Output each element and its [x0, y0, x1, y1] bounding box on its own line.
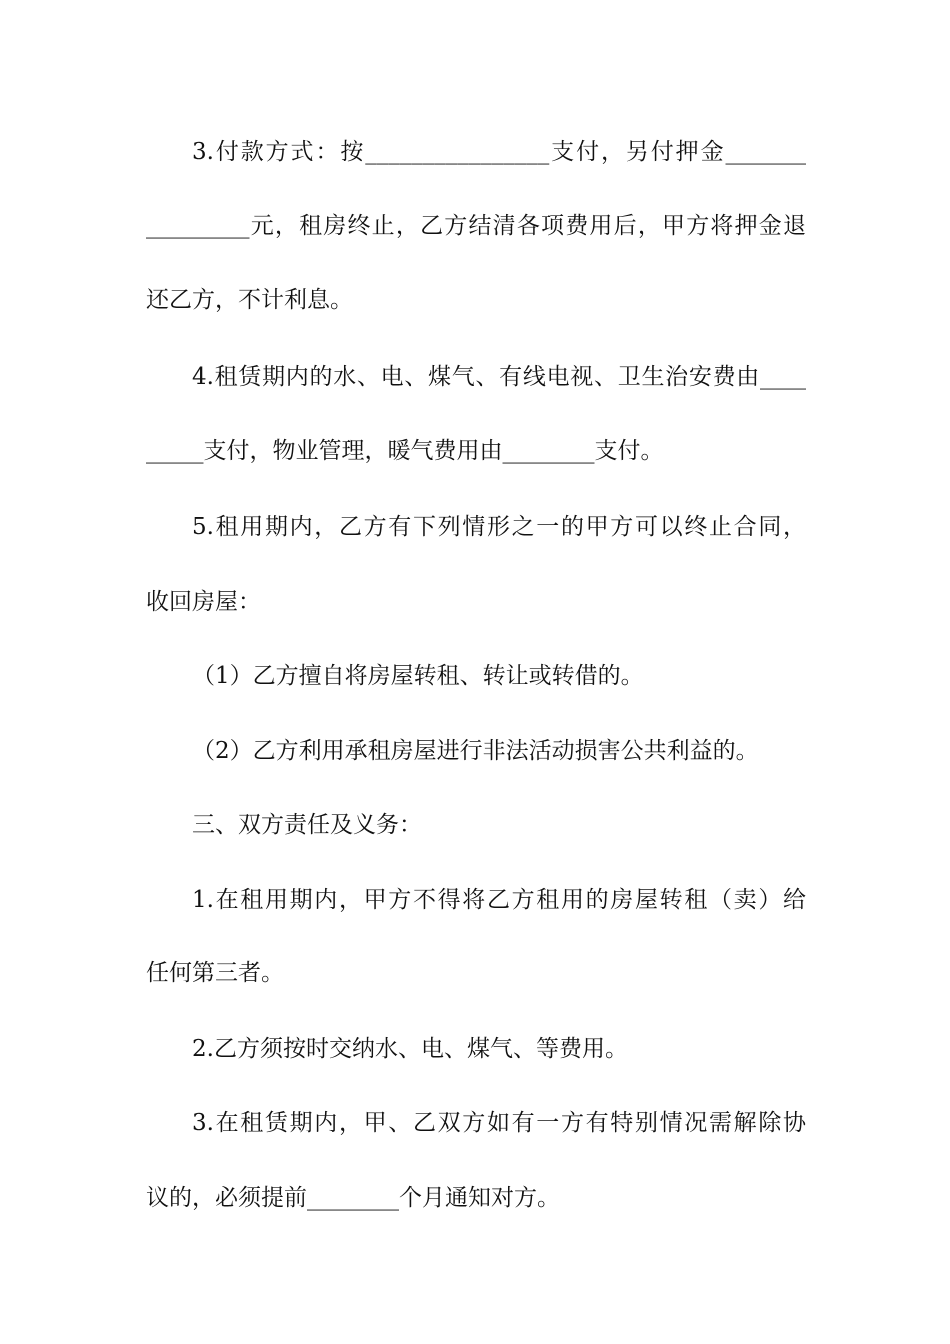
text-line-6: 5.租用期内，乙方有下列情形之一的甲方可以终止合同，: [192, 514, 806, 540]
text-line-2: _________元，租房终止，乙方结清各项费用后，甲方将押金退: [146, 213, 806, 239]
text-line-4: 4.租赁期内的水、电、煤气、有线电视、卫生治安费由____: [192, 364, 806, 390]
text-line-3: 还乙方，不计利息。: [146, 287, 353, 313]
text-line-5: _____支付，物业管理，暖气费用由________支付。: [146, 438, 664, 464]
text-line-15: 议的，必须提前________个月通知对方。: [146, 1185, 560, 1211]
text-line-11: 1.在租用期内，甲方不得将乙方租用的房屋转租（卖）给: [192, 887, 806, 913]
text-line-9: （2）乙方利用承租房屋进行非法活动损害公共利益的。: [192, 738, 759, 764]
text-line-8: （1）乙方擅自将房屋转租、转让或转借的。: [192, 663, 644, 689]
section-heading: 三、双方责任及义务：: [192, 812, 422, 838]
text-line-7: 收回房屋：: [146, 589, 261, 615]
text-line-13: 2.乙方须按时交纳水、电、煤气、等费用。: [192, 1036, 628, 1062]
text-line-12: 任何第三者。: [146, 960, 284, 986]
text-line-1: 3.付款方式：按________________支付，另付押金_______: [192, 139, 806, 165]
text-line-14: 3.在租赁期内，甲、乙双方如有一方有特别情况需解除协: [192, 1110, 806, 1136]
